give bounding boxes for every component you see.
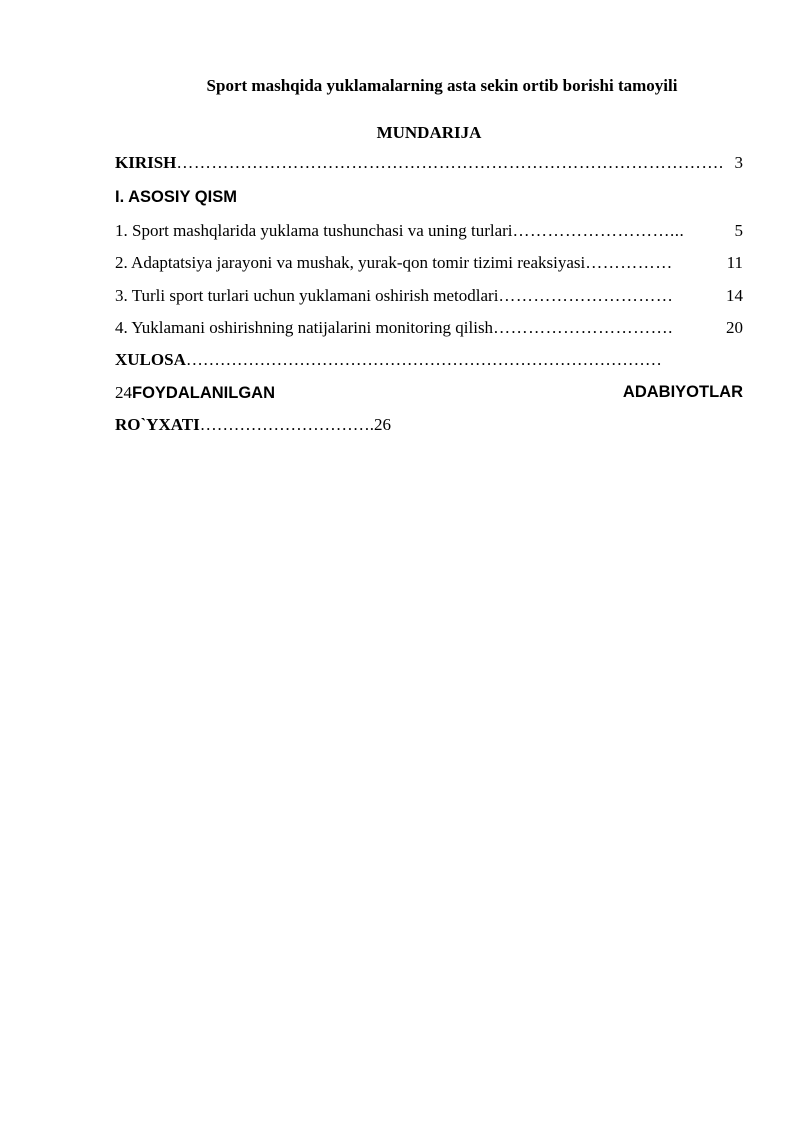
toc-entry-royxati[interactable] <box>115 415 743 435</box>
toc-entry-2[interactable] <box>115 253 743 273</box>
toc-entry-label: 3. Turli sport turlari uchun yuklamani oshirish metodlari <box>115 286 499 305</box>
toc-page-number: 14 <box>726 286 743 305</box>
toc-heading: MUNDARIJA <box>376 123 482 142</box>
toc-page-number: 20 <box>726 318 743 337</box>
toc-entry-label-part2: ADABIYOTLAR <box>622 383 743 401</box>
toc-leader-dots: …………… <box>585 253 673 272</box>
toc-entry-label: 2. Adaptatsiya jarayoni va mushak, yurak-qon tomir tizimi reaksiyasi <box>115 253 586 272</box>
toc-entry-label: 4. Yuklamani oshirishning natijalarini monitoring qilish <box>115 318 494 337</box>
document-title: Sport mashqida yuklamalarning asta sekin ortib borishi tamoyili <box>206 76 678 95</box>
toc-entry-4[interactable] <box>115 318 743 338</box>
toc-entry-label: 1. Sport mashqlarida yuklama tushunchasi va uning turlari <box>115 221 513 240</box>
toc-page-number: 24 <box>115 383 132 402</box>
toc-entry-label: KIRISH <box>115 153 177 172</box>
toc-entry-adabiyotlar[interactable] <box>115 383 743 403</box>
toc-entry-label-part1: FOYDALANILGAN <box>132 384 275 402</box>
toc-entry-label: XULOSA <box>115 350 186 369</box>
toc-section-asosiy-qism[interactable]: I. ASOSIY QISM <box>115 188 237 206</box>
toc-page-number: 26 <box>373 415 391 434</box>
toc-entry-1[interactable] <box>115 221 743 241</box>
toc-page-number: 3 <box>734 153 743 172</box>
toc-leader-dots: ………………………... <box>512 221 685 240</box>
toc-leader-dots: …………………………. <box>199 415 374 434</box>
toc-entry-3[interactable] <box>115 286 743 306</box>
toc-entry-kirish[interactable] <box>115 153 743 173</box>
toc-leader-dots: …………………………………………………………………………………. <box>176 153 724 172</box>
toc-entry-label-part3: RO`YXATI <box>115 415 200 434</box>
toc-leader-dots: ………………………… <box>498 286 674 305</box>
toc-leader-dots: ………………………………………………………………………… <box>185 350 662 369</box>
toc-page-number: 5 <box>734 221 743 240</box>
toc-leader-dots: …………………………. <box>493 318 673 337</box>
toc-page-number: 11 <box>726 253 743 272</box>
toc-entry-xulosa[interactable] <box>115 350 721 370</box>
